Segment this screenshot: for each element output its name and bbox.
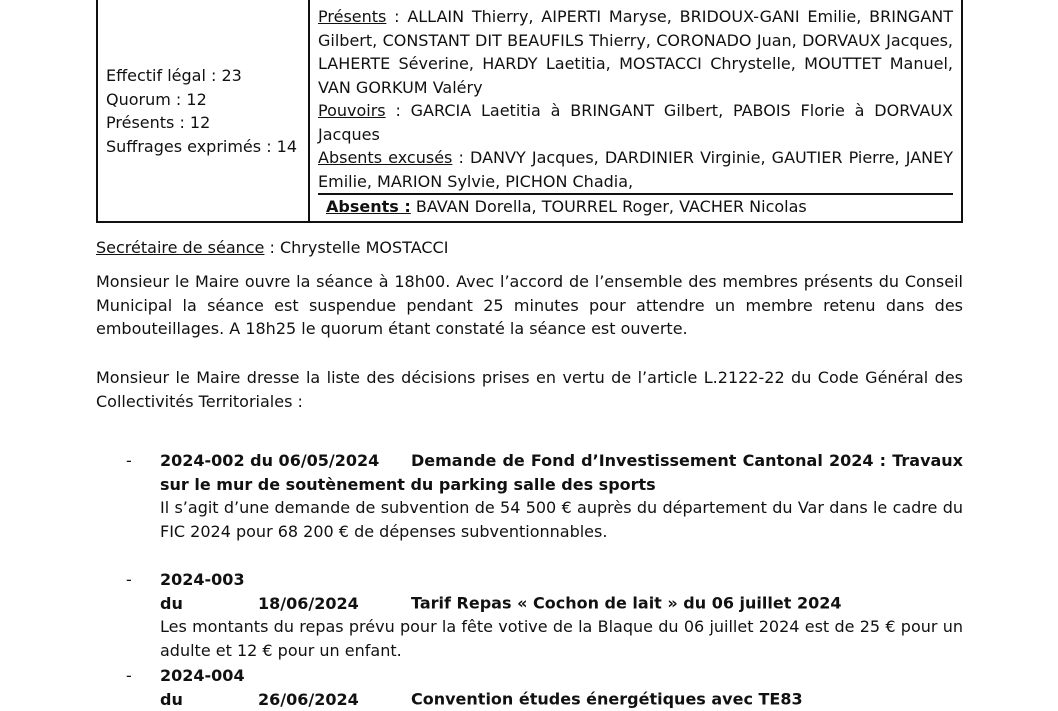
absents-entry xyxy=(318,193,953,219)
absents-list: BAVAN Dorella, TOURREL Roger, VACHER Nicolas xyxy=(411,197,807,216)
secretary-label: Secrétaire de séance xyxy=(96,238,264,257)
presents-count: Présents : 12 xyxy=(106,111,308,135)
pouvoirs-label: Pouvoirs xyxy=(318,101,386,120)
opening-paragraph: Monsieur le Maire ouvre la séance à 18h00. Avec l’accord de l’ensemble des membres présents du Conseil Municipal la séance est suspendue pendant 25 minutes pour attendre un membre retenu dans des embouteillages. A 18h25 le quorum étant constaté la séance est ouverte. xyxy=(96,270,963,341)
presents-label: Présents xyxy=(318,7,386,26)
excuses-list: : DANVY Jacques, DARDINIER Virginie, GAUTIER Pierre, JANEY Emilie, MARION Sylvie, PICHON Chadia, xyxy=(318,148,953,191)
decision-text: Les montants du repas prévu pour la fête votive de la Blaque du 06 juillet 2024 est de 25 € pour un adulte et 12 € pour un enfant. xyxy=(160,615,963,662)
decision-title: Convention études énergétiques avec TE83 xyxy=(411,690,803,709)
secretary-line xyxy=(96,236,963,260)
presents-list: : ALLAIN Thierry, AIPERTI Maryse, BRIDOUX-GANI Emilie, BRINGANT Gilbert, CONSTANT DIT BEAUFILS Thierry, CORONADO Juan, DORVAUX Jacques, LAHERTE Séverine, HARDY Laetitia, MOSTACCI Chrystelle, MOUTTET Manuel, VAN GORKUM Valéry xyxy=(318,7,953,97)
decision-date: 26/06/2024 xyxy=(258,688,411,711)
excuses-entry xyxy=(318,146,953,193)
presents-entry xyxy=(318,5,953,99)
decision-title: Tarif Repas « Cochon de lait » du 06 juillet 2024 xyxy=(411,594,841,613)
decisions-intro-paragraph: Monsieur le Maire dresse la liste des décisions prises en vertu de l’article L.2122-22 du Code Général des Collectivités Territoriales : xyxy=(96,366,963,413)
decision-title: Demande de Fond d’Investissement Cantonal 2024 : Travaux sur le mur de soutènement du parking salle des sports xyxy=(160,451,963,494)
secretary-name: : Chrystelle MOSTACCI xyxy=(264,238,448,257)
list-dash: - xyxy=(126,664,132,688)
list-dash: - xyxy=(126,449,132,473)
attendance-counts-cell xyxy=(97,0,309,222)
decision-heading xyxy=(160,664,963,711)
decision-ref: 2024-003 du xyxy=(160,568,258,615)
decision-ref: 2024-004 du xyxy=(160,664,258,711)
absents-label: Absents : xyxy=(326,197,411,216)
suffrages-exprimes: Suffrages exprimés : 14 xyxy=(106,135,308,159)
pouvoirs-list: : GARCIA Laetitia à BRINGANT Gilbert, PABOIS Florie à DORVAUX Jacques xyxy=(318,101,953,144)
quorum: Quorum : 12 xyxy=(106,88,308,112)
list-dash: - xyxy=(126,568,132,592)
decision-ref: 2024-002 du 06/05/2024 xyxy=(160,449,411,473)
decision-heading xyxy=(160,449,963,496)
attendance-names-cell xyxy=(309,0,962,222)
attendance-table xyxy=(96,0,963,223)
decision-date: 18/06/2024 xyxy=(258,592,411,616)
pouvoirs-entry xyxy=(318,99,953,146)
decision-text: Il s’agit d’une demande de subvention de 54 500 € auprès du département du Var dans le cadre du FIC 2024 pour 68 200 € de dépenses subventionnables. xyxy=(160,496,963,543)
decision-heading xyxy=(160,568,963,615)
excuses-label: Absents excusés xyxy=(318,148,452,167)
effectif-legal: Effectif légal : 23 xyxy=(106,64,308,88)
